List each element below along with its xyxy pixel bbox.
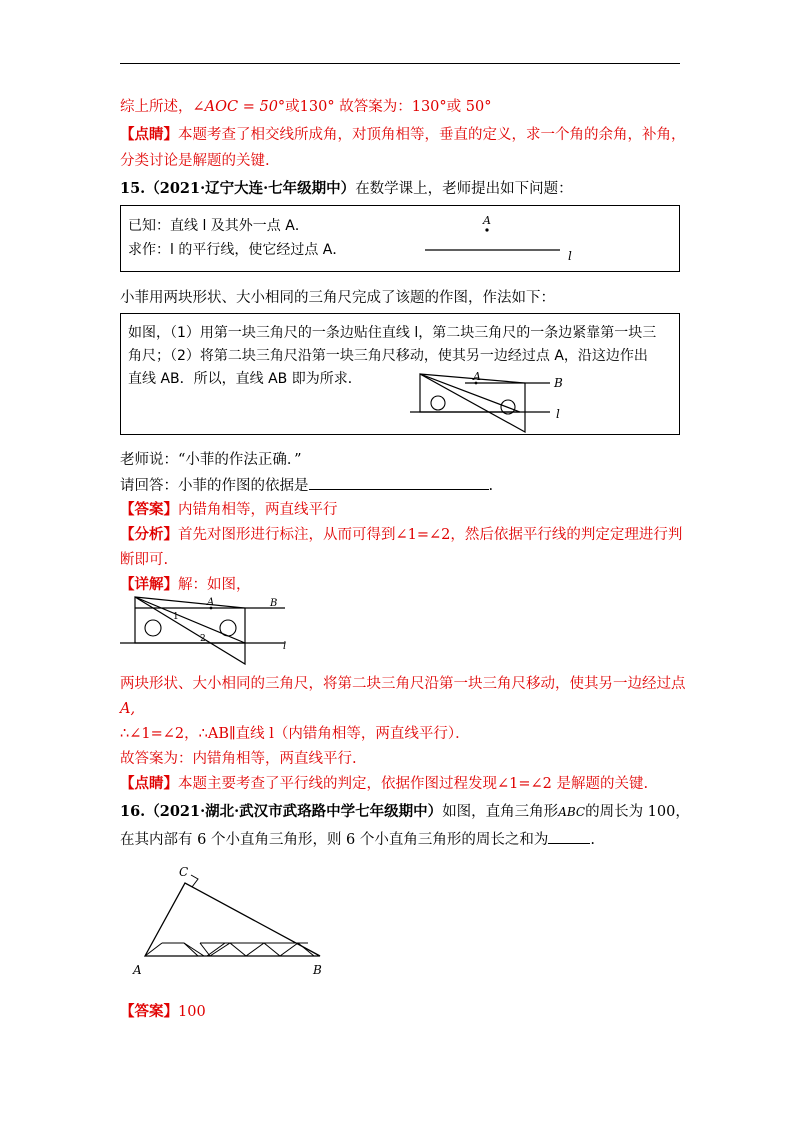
q15-comment: 【点睛】本题主要考查了平行线的判定，依据作图过程发现∠1=∠2 是解题的关键. [120, 775, 649, 792]
angle-2-label: 2 [200, 634, 206, 644]
label-b: B [270, 598, 278, 609]
q16-answer: 【答案】100 [120, 1003, 206, 1020]
label-a: A [133, 963, 142, 977]
detail-figure [120, 592, 300, 664]
label-b: B [313, 963, 322, 977]
ruler-hole-left [145, 620, 161, 636]
summary-line: 综上所述，∠AOC = 50°或130° 故答案为：130°或 50° [120, 99, 492, 115]
q16-header: 16.（2021·湖北·武汉市武珞路中学七年级期中）如图，直角三角形ABC的周长为 100， [120, 803, 690, 820]
q15-detail-3: ∴∠1=∠2，∴AB∥直线 l（内错角相等，两直线平行）． [120, 726, 470, 742]
q15-detail-4: 故答案为：内错角相等，两直线平行. [120, 751, 357, 767]
comment-14-line1: 【点睛】本题考查了相交线所成角，对顶角相等，垂直的定义，求一个角的余角，补角， [120, 126, 686, 143]
box1-figure [420, 210, 590, 270]
label-a: A [473, 370, 481, 383]
label-a: A [207, 597, 215, 608]
right-angle-mark [191, 875, 198, 887]
comment-14-line2: 分类讨论是解题的关键. [120, 153, 270, 169]
q15-analysis-1: 【分析】首先对图形进行标注，从而可得到∠1=∠2，然后依据平行线的判定定理进行判 [120, 526, 683, 543]
q15-answer: 【答案】内错角相等，两直线平行 [120, 501, 338, 518]
q15-header: 15.（2021·辽宁大连·七年级期中）在数学课上，老师提出如下问题： [120, 180, 573, 197]
ruler-hole-right [220, 620, 236, 636]
ruler-hole-left [431, 396, 445, 410]
teacher-line: 老师说：“小菲的作法正确．” [120, 452, 302, 468]
box2-line2: 角尺；（2）将第二块三角尺沿第一块三角尺移动，使其另一边经过点 A，沿这边作出 [128, 348, 648, 364]
box1-line1: 已知：直线 l 及其外一点 A． [128, 218, 309, 234]
angle-1-label: 1 [173, 612, 179, 622]
label-l: l [283, 641, 287, 652]
q15-detail: 【详解】解：如图， [120, 576, 251, 593]
answer-blank[interactable] [309, 475, 489, 490]
label-b: B [554, 376, 563, 390]
header-rule [120, 63, 680, 64]
label-a: A [483, 214, 491, 227]
point-a-dot [485, 228, 488, 231]
triangle-ruler-2 [135, 597, 245, 664]
q16-line2: 在其内部有 6 个小直角三角形，则 6 个小直角三角形的周长之和为 . [120, 829, 700, 851]
q15-analysis-2: 断即可. [120, 552, 169, 568]
box2-figure [410, 370, 570, 440]
label-l: l [568, 249, 572, 263]
label-l: l [556, 407, 560, 421]
label-c: C [179, 865, 189, 879]
box2-line1: 如图，（1）用第一块三角尺的一条边贴住直线 l，第二块三角尺的一条边紧靠第一块三 [128, 325, 657, 341]
q15-intro2: 小菲用两块形状、大小相同的三角尺完成了该题的作图，作法如下： [120, 290, 555, 306]
q15-detail-2: A, [120, 701, 136, 717]
q15-detail-1: 两块形状、大小相同的三角尺，将第二块三角尺沿第一块三角尺移动，使其另一边经过点 [120, 676, 686, 692]
box1-line2: 求作：l 的平行线，使它经过点 A． [128, 242, 347, 258]
ask-line: 请回答：小菲的作图的依据是 . [120, 475, 700, 497]
angle-expression: ∠AOC = 50° [192, 99, 286, 115]
answer-blank[interactable] [548, 829, 590, 844]
box2-line3: 直线 AB．所以，直线 AB 即为所求． [128, 371, 362, 387]
triangle-ruler-1 [420, 374, 520, 412]
q16-figure [130, 862, 330, 982]
